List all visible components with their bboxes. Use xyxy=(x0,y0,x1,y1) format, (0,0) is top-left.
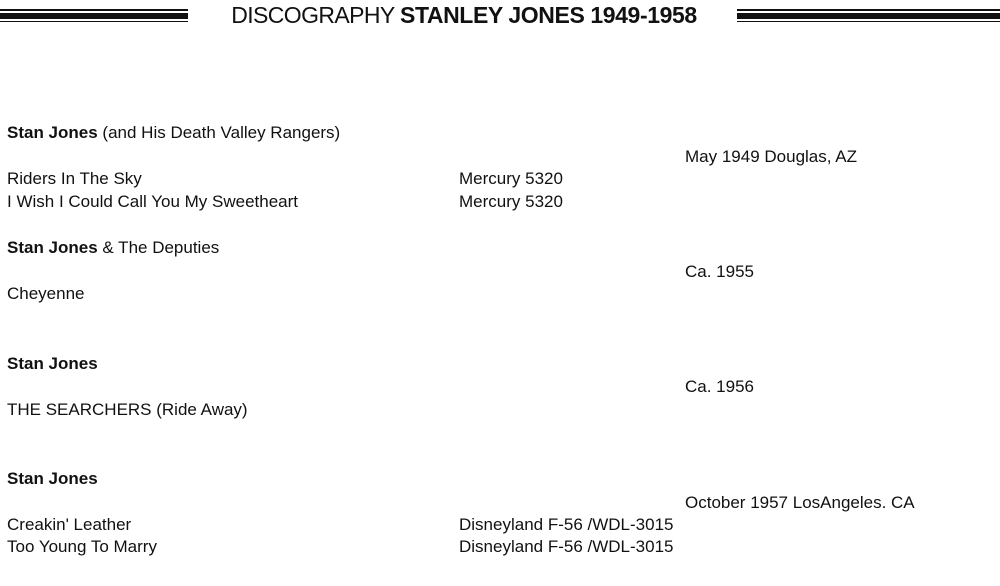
header-rule-line xyxy=(737,21,1000,22)
session-artist xyxy=(7,469,98,489)
session-artist xyxy=(7,238,219,258)
track-label: Mercury 5320 xyxy=(459,192,563,211)
track-title: Too Young To Marry xyxy=(7,537,157,556)
header-rule-line xyxy=(0,9,188,11)
artist-suffix: (and His Death Valley Rangers) xyxy=(97,123,341,142)
header-rule-line xyxy=(737,13,1000,19)
artist-name: Stan Jones xyxy=(7,123,98,142)
track-label: Disneyland F-56 /WDL-3015 xyxy=(459,537,674,556)
track-title: Creakin' Leather xyxy=(7,515,132,534)
session-info: October 1957 LosAngeles. CA xyxy=(685,493,915,512)
header-rule-right xyxy=(737,9,1000,21)
title-name: STANLEY JONES 1949-1958 xyxy=(400,2,697,28)
title-prefix: DISCOGRAPHY xyxy=(231,2,395,28)
track-title: Cheyenne xyxy=(7,284,85,303)
session-info: Ca. 1955 xyxy=(685,262,754,281)
artist-suffix: & The Deputies xyxy=(97,238,220,257)
session-artist xyxy=(7,354,98,374)
header-rule-line xyxy=(0,13,188,19)
header-rule-line xyxy=(737,9,1000,11)
artist-name: Stan Jones xyxy=(7,469,98,488)
track-label: Mercury 5320 xyxy=(459,169,563,188)
artist-name: Stan Jones xyxy=(7,238,98,257)
session-info: Ca. 1956 xyxy=(685,377,754,396)
track-title: Riders In The Sky xyxy=(7,169,142,188)
track-title: THE SEARCHERS (Ride Away) xyxy=(7,400,248,419)
header-rule-line xyxy=(0,21,188,22)
artist-name: Stan Jones xyxy=(7,354,98,373)
header-rule-left xyxy=(0,9,188,21)
track-title: I Wish I Could Call You My Sweetheart xyxy=(7,192,299,211)
track-label: Disneyland F-56 /WDL-3015 xyxy=(459,515,674,534)
page-header xyxy=(0,0,1000,38)
page-title xyxy=(196,2,732,29)
session-info: May 1949 Douglas, AZ xyxy=(685,147,857,166)
session-artist xyxy=(7,123,340,143)
